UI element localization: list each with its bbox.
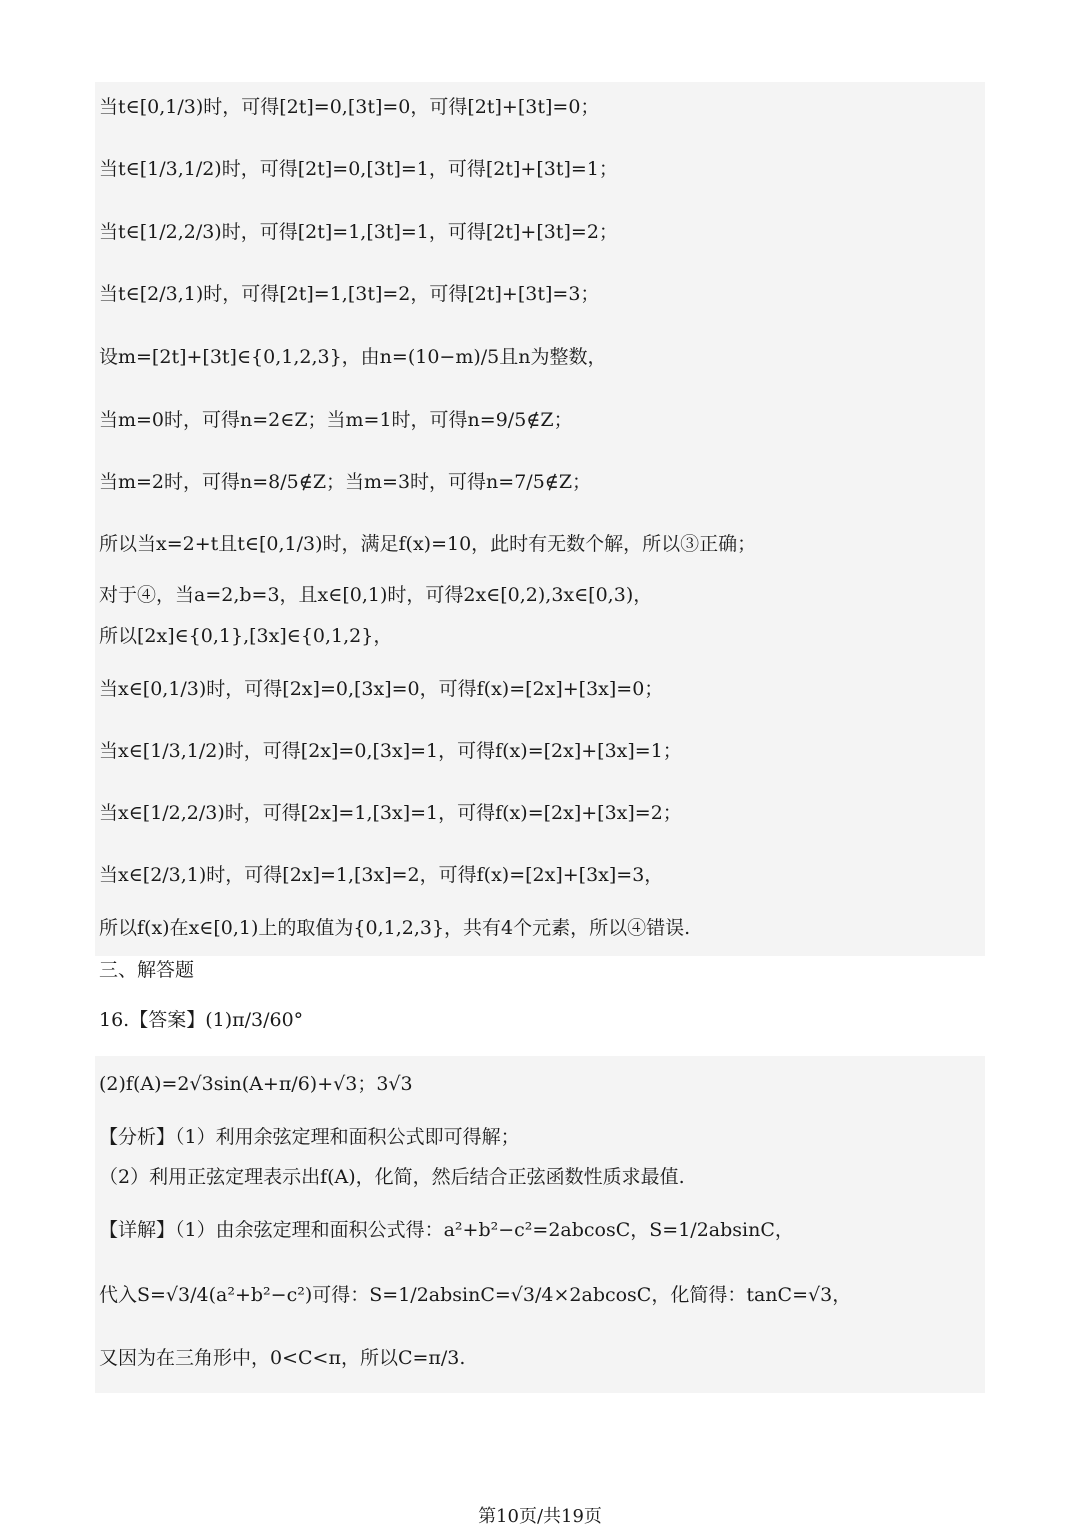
text-line: 当t∈[1/2,2/3)时，可得[2t]=1,[3t]=1，可得[2t]+[3t]=2； — [99, 221, 618, 243]
text-line: 当m=0时，可得n=2∈Z；当m=1时，可得n=9/5∉Z； — [99, 409, 573, 431]
text-line: 当x∈[0,1/3)时，可得[2x]=0,[3x]=0，可得f(x)=[2x]+[3x]=0； — [99, 678, 664, 700]
text-line: 又因为在三角形中，0<C<π，所以C=π/3. — [99, 1347, 466, 1369]
text-line: （2）利用正弦定理表示出f(A)，化简，然后结合正弦函数性质求最值. — [99, 1166, 685, 1188]
answer-line: 16.【答案】(1)π/3/60° — [99, 1009, 304, 1031]
text-line: 【详解】（1）由余弦定理和面积公式得：a²+b²−c²=2abcosC，S=1/2absinC， — [99, 1219, 794, 1241]
text-line: 代入S=√3/4(a²+b²−c²)可得：S=1/2absinC=√3/4×2abcosC，化简得：tanC=√3， — [99, 1284, 852, 1306]
text-line: 当x∈[1/2,2/3)时，可得[2x]=1,[3x]=1，可得f(x)=[2x]+[3x]=2； — [99, 802, 682, 824]
text-line: 当x∈[2/3,1)时，可得[2x]=1,[3x]=2，可得f(x)=[2x]+[3x]=3， — [99, 864, 664, 886]
text-line: 所以当x=2+t且t∈[0,1/3)时，满足f(x)=10，此时有无数个解，所以③正确； — [99, 533, 757, 555]
page-footer: 第10页/共19页 — [478, 1506, 602, 1527]
text-line: 设m=[2t]+[3t]∈{0,1,2,3}，由n=(10−m)/5且n为整数， — [99, 346, 607, 368]
text-line: 所以f(x)在x∈[0,1)上的取值为{0,1,2,3}，共有4个元素，所以④错误. — [99, 917, 691, 939]
text-line: 当t∈[1/3,1/2)时，可得[2t]=0,[3t]=1，可得[2t]+[3t]=1； — [99, 158, 618, 180]
section-heading: 三、解答题 — [99, 959, 195, 981]
text-line: 当x∈[1/3,1/2)时，可得[2x]=0,[3x]=1，可得f(x)=[2x]+[3x]=1； — [99, 740, 682, 762]
text-line: 对于④，当a=2,b=3，且x∈[0,1)时，可得2x∈[0,2),3x∈[0,3)， — [99, 584, 653, 606]
text-line: (2)f(A)=2√3sin(A+π/6)+√3；3√3 — [99, 1073, 413, 1095]
text-line: 【分析】（1）利用余弦定理和面积公式即可得解； — [99, 1126, 520, 1148]
text-line: 所以[2x]∈{0,1},[3x]∈{0,1,2}， — [99, 625, 393, 647]
text-line: 当t∈[0,1/3)时，可得[2t]=0,[3t]=0，可得[2t]+[3t]=0； — [99, 96, 600, 118]
text-line: 当m=2时，可得n=8/5∉Z；当m=3时，可得n=7/5∉Z； — [99, 471, 592, 493]
text-line: 当t∈[2/3,1)时，可得[2t]=1,[3t]=2，可得[2t]+[3t]=3； — [99, 283, 600, 305]
